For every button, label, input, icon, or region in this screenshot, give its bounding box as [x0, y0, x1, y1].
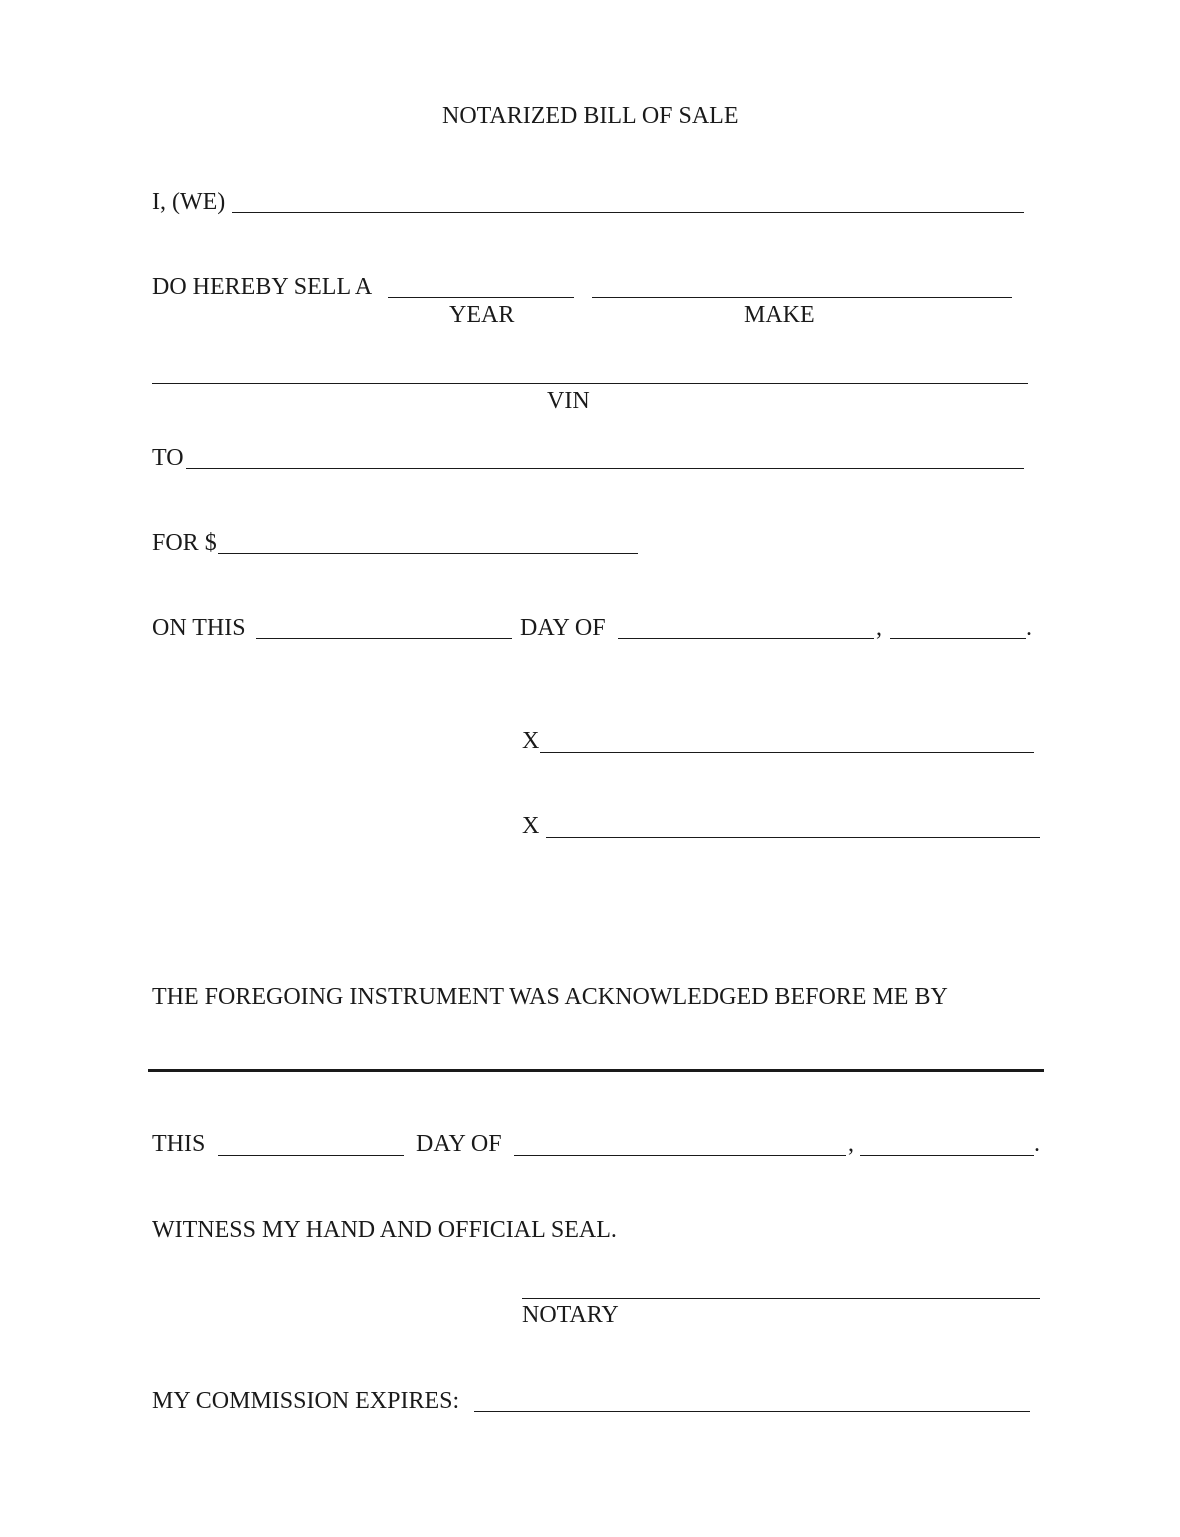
- form-title: NOTARIZED BILL OF SALE: [442, 103, 739, 129]
- sell-label: DO HEREBY SELL A: [152, 274, 373, 300]
- seller-label: I, (WE): [152, 189, 226, 215]
- day-of-label: DAY OF: [520, 615, 606, 641]
- date-year-line[interactable]: [890, 638, 1026, 639]
- notary-signature-line[interactable]: [522, 1298, 1040, 1299]
- vin-caption: VIN: [547, 388, 590, 414]
- seller-name-line[interactable]: [232, 212, 1024, 213]
- price-label: FOR $: [152, 530, 217, 556]
- signature-mark-1: X: [522, 728, 540, 754]
- vin-line[interactable]: [152, 383, 1028, 384]
- signature-line-2[interactable]: [546, 837, 1040, 838]
- notary-month-line[interactable]: [514, 1155, 846, 1156]
- on-this-label: ON THIS: [152, 615, 246, 641]
- make-line[interactable]: [592, 297, 1012, 298]
- day-line[interactable]: [256, 638, 512, 639]
- notary-this-label: THIS: [152, 1131, 206, 1157]
- price-line[interactable]: [218, 553, 638, 554]
- notary-caption: NOTARY: [522, 1302, 619, 1328]
- commission-label: MY COMMISSION EXPIRES:: [152, 1388, 460, 1414]
- year-line[interactable]: [388, 297, 574, 298]
- make-caption: MAKE: [744, 302, 815, 328]
- signature-line-1[interactable]: [540, 752, 1034, 753]
- acknowledgement-text: THE FOREGOING INSTRUMENT WAS ACKNOWLEDGED BEFORE ME BY: [152, 984, 948, 1010]
- year-caption: YEAR: [449, 302, 515, 328]
- notary-day-of-label: DAY OF: [416, 1131, 502, 1157]
- buyer-name-line[interactable]: [186, 468, 1024, 469]
- commission-expires-line[interactable]: [474, 1411, 1030, 1412]
- date-period: .: [1026, 615, 1032, 641]
- date-comma: ,: [876, 615, 882, 641]
- notary-year-line[interactable]: [860, 1155, 1034, 1156]
- witness-text: WITNESS MY HAND AND OFFICIAL SEAL.: [152, 1217, 617, 1243]
- signature-mark-2: X: [522, 813, 540, 839]
- acknowledged-by-line[interactable]: [148, 1069, 1044, 1072]
- notary-date-comma: ,: [848, 1131, 854, 1157]
- month-line[interactable]: [618, 638, 874, 639]
- buyer-label: TO: [152, 445, 184, 471]
- notary-date-period: .: [1034, 1131, 1040, 1157]
- notary-day-line[interactable]: [218, 1155, 404, 1156]
